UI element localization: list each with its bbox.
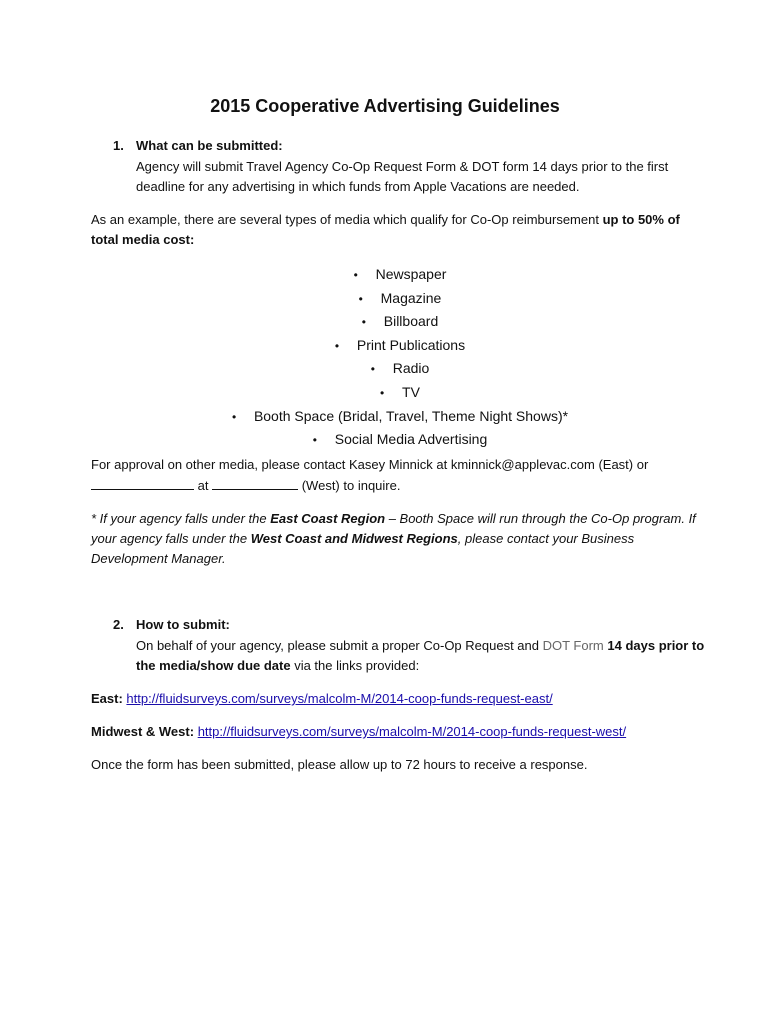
- west-survey-link[interactable]: http://fluidsurveys.com/surveys/malcolm-M/2014-coop-funds-request-west/: [197, 724, 627, 739]
- west-link-row: [91, 722, 626, 742]
- example-line2-bold: total media cost:: [91, 232, 195, 247]
- list-item: [0, 405, 770, 429]
- east-link-row: [91, 689, 553, 709]
- approval-at: at: [197, 478, 209, 493]
- list-item-label: Booth Space (Bridal, Travel, Theme Night Shows)*: [253, 407, 569, 424]
- section2-line1: [136, 636, 704, 656]
- list-item: [0, 310, 770, 334]
- list-item: [0, 357, 770, 381]
- note-line1: [91, 509, 696, 529]
- section2-heading: How to submit:: [136, 617, 230, 632]
- note-text: , please contact your Business: [457, 531, 635, 546]
- approval-west: (West) to inquire.: [301, 478, 401, 493]
- list-item-label: TV: [402, 383, 420, 400]
- list-item-label: Radio: [392, 360, 430, 377]
- bullet-icon: •: [312, 433, 317, 448]
- bullet-icon: •: [370, 362, 375, 377]
- note-line3: Development Manager.: [91, 551, 226, 566]
- approval-line2: [91, 476, 400, 496]
- blank-field-west: [212, 476, 298, 490]
- example-line1-text: As an example, there are several types of media which qualify for Co-Op reimbursement: [91, 212, 603, 227]
- note-text: – Booth Space will run through the Co-Op program. If: [385, 511, 696, 526]
- media-list: [0, 263, 770, 452]
- section1-heading: What can be submitted:: [136, 138, 283, 153]
- list-item: [0, 263, 770, 287]
- section2-bold-text: 14 days prior to: [603, 638, 705, 653]
- bullet-icon: •: [231, 409, 237, 424]
- bullet-icon: •: [353, 268, 358, 282]
- page-title: 2015 Cooperative Advertising Guidelines: [210, 96, 560, 116]
- note-text: your agency falls under the: [91, 531, 251, 546]
- east-label: East:: [91, 691, 123, 706]
- bullet-icon: •: [361, 315, 366, 330]
- example-line1-bold: up to 50% of: [602, 212, 680, 227]
- list-item-label: Print Publications: [356, 336, 466, 353]
- approval-line1: For approval on other media, please contact Kasey Minnick at kminnick@applevac.com (East) or: [91, 457, 649, 472]
- section2-text: On behalf of your agency, please submit a proper Co-Op Request and: [136, 638, 543, 653]
- section1-text-line2: deadline for any advertising in which funds from Apple Vacations are needed.: [136, 179, 580, 194]
- note-line2: [91, 529, 634, 549]
- blank-field-east: [91, 476, 194, 490]
- list-item: [0, 428, 770, 452]
- east-survey-link[interactable]: http://fluidsurveys.com/surveys/malcolm-M/2014-coop-funds-request-east/: [126, 691, 553, 706]
- note-east-region: East Coast Region: [270, 511, 386, 526]
- list-item: [0, 381, 770, 405]
- list-item-label: Newspaper: [375, 266, 447, 282]
- west-label: Midwest & West:: [91, 724, 195, 739]
- closing-text: Once the form has been submitted, please allow up to 72 hours to receive a response.: [91, 757, 588, 772]
- list-item: [0, 334, 770, 358]
- dot-form-link[interactable]: DOT Form: [542, 638, 604, 653]
- list-item-label: Magazine: [380, 289, 442, 306]
- section2-bold-text: the media/show due date: [136, 658, 291, 673]
- list-item: [0, 287, 770, 311]
- list-item-label: Social Media Advertising: [334, 431, 488, 448]
- list-item-label: Billboard: [383, 313, 439, 330]
- section1-number: 1.: [113, 138, 124, 153]
- bullet-icon: •: [380, 385, 385, 400]
- example-line1: [91, 210, 680, 230]
- section1-text-line1: Agency will submit Travel Agency Co-Op Request Form & DOT form 14 days prior to the first: [136, 159, 669, 174]
- section2-text: via the links provided:: [290, 658, 420, 673]
- bullet-icon: •: [358, 291, 363, 306]
- note-text: * If your agency falls under the: [91, 511, 271, 526]
- bullet-icon: •: [334, 338, 340, 353]
- section2-number: 2.: [113, 617, 124, 632]
- section2-line2: [136, 656, 419, 676]
- note-west-regions: West Coast and Midwest Regions: [250, 531, 458, 546]
